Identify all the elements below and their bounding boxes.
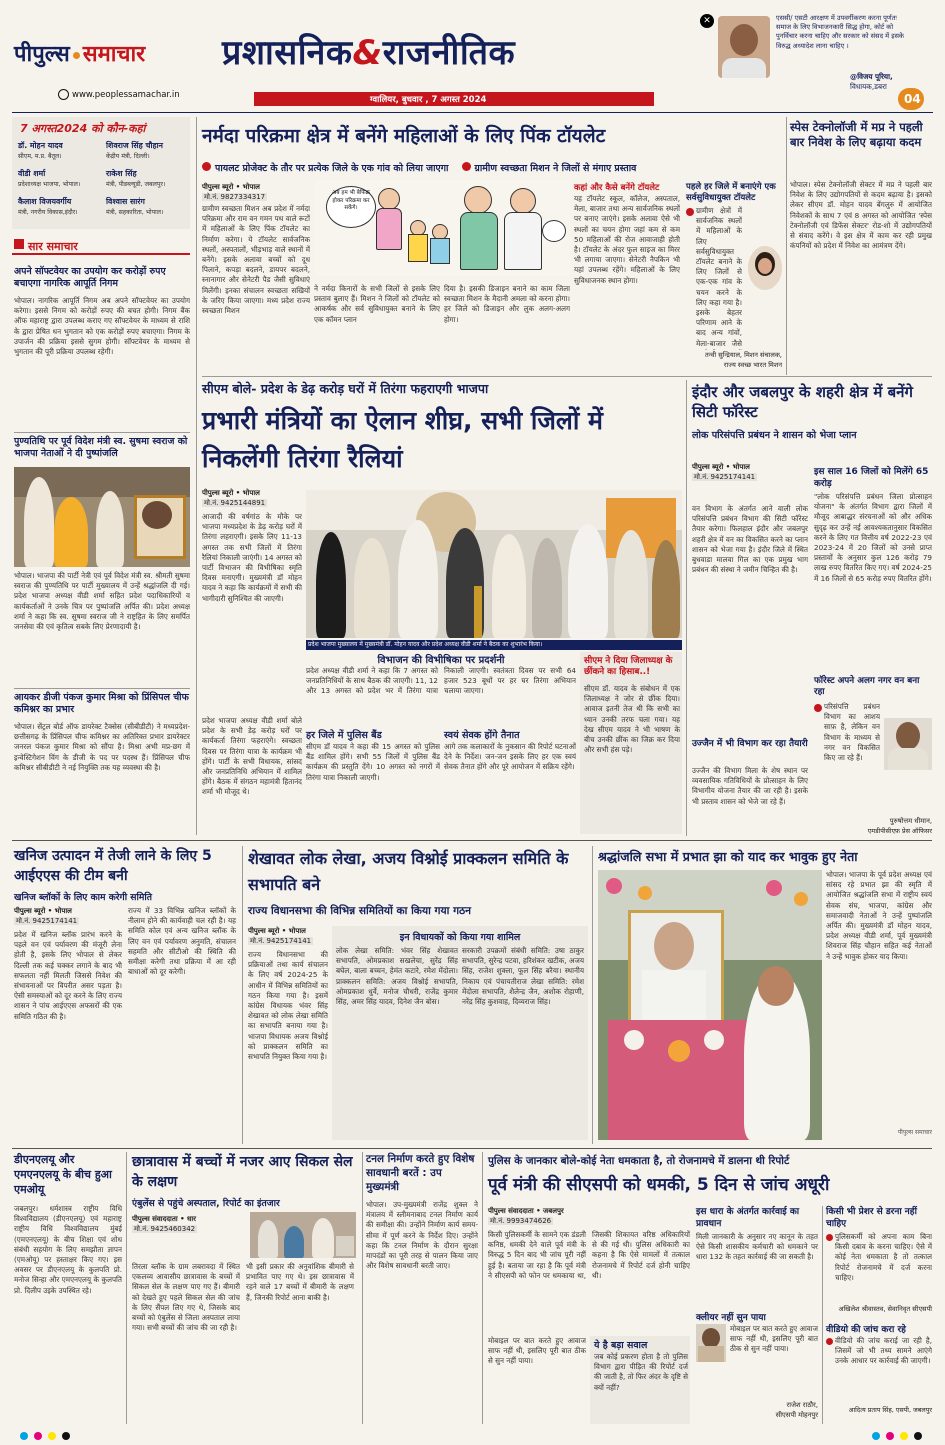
section-title-part-a: प्रशासनिक <box>222 33 353 73</box>
person-name: डॉ. मोहन यादव <box>18 141 63 150</box>
who-where-item-4 <box>106 169 190 188</box>
police-kicker: पुलिस के जानकार बोले-कोई नेता धमकाता है, तो रोजनामचे में डालना थी रिपोर्ट <box>488 1155 790 1167</box>
saar-title: सार समाचार <box>28 240 78 253</box>
saar-body-1: भोपाल। नागरिक आपूर्ति निगम अब अपने सॉफ्टवेयर का उपयोग करेगा। इससे निगम को करोड़ों रुपए की बचत होगी। निगम बैंक ऑफ महाराष्ट्र द्वारा उपलब्ध कराए गए सॉफ्टवेयर के माध्यम से राशि के द्वारा प्रेषित धन भुगतान को एक करोड़ों रुपए बचाएगा। निगम के उपार्जन की प्रक्रिया इससे सुगम होगी। सॉफ्टवेयर के माध्यम से भुगतान की पूरी प्रक्रिया उपलब्ध रहेगी। <box>14 296 190 357</box>
committee-headline[interactable]: शेखावत लोक लेखा, अजय विश्नोई प्राक्कलन समिति के सभापति बने <box>248 849 569 894</box>
video-probe-title[interactable]: वीडियो की जांच करा रहे <box>826 1325 906 1335</box>
forest-quote-role: एमडीपीसीएफ़ प्रेस ऑफिसर <box>867 827 932 835</box>
tunnel-headline[interactable]: टनल निर्माण करते हुए विशेष सावधानी बरतें : उप मुख्यमंत्री <box>366 1153 475 1193</box>
tweet-text: एससी/ एसटी आरक्षण में उपवर्गीकरण करना पूर्णतः समाज के लिए विभाजनकारी सिद्ध होगा, कोर्ट को पुनर्विचार करना चाहिए और सरकार को संसद में इसके विरुद्ध अध्यादेश लाना चाहिए । <box>776 14 904 50</box>
toilet-side-title[interactable]: पहले हर जिले में बनाएंगे एक सर्वसुविधायुक्त टॉयलेट <box>686 182 776 203</box>
cm-sneeze-title[interactable]: सीएम ने दिया जिलाध्यक्ष के छींकने का हिसाब..! <box>584 656 673 677</box>
forest-quote-name: पुरुषोत्तम धीमान, <box>889 817 932 825</box>
toilet-side-body: ग्रामीण क्षेत्रों में सार्वजनिक स्थलों में महिलाओं के लिए सर्वसुविधायुक्त टॉयलेट बनाने के लिए जिलों से एक-एक गांव के चयन करने के लिए कहा गया है। इसके बेहतर परिणाम आने के बाद अन्य गांवों, मेला-बाजार जैसे <box>696 206 742 348</box>
tiranga-body-2: प्रदेश भाजपा अध्यक्ष वीडी शर्मा बोले प्रदेश के सभी डेढ़ करोड़ घरों पर कार्यकर्ता तिरंगा फहराएंगे। स्वच्छता दिवस पर तिरंगा यात्रा के कार्यक्रम भी होंगे। पार्टी के सभी विधायक, सांसद और जनप्रतिनिधि अभियान में शामिल होंगे। बैठक में संगठन महामंत्री हितानंद शर्मा भी मौजूद थे। <box>202 716 302 797</box>
who-where-item-3 <box>18 169 102 188</box>
who-where-item-2 <box>106 141 190 160</box>
police-byline <box>488 1206 608 1226</box>
globe-icon <box>58 89 69 100</box>
volunteer-body: आगे तक कलाकारों के नुकसान की रिपोर्ट घटनाओं देने के निर्देश। जन-जन इसके लिए हर एक स्वयं सेवक तैनात होंगे और पूरे आयोजन में सक्रिय रहेंगे। <box>444 742 576 772</box>
tribute-photo-credit: पीपुल्स समाचार <box>897 1129 932 1136</box>
committee-byline <box>248 926 330 946</box>
ujjain-body: उज्जैन की विभाग मिला के शेष स्थान पर व्यवसायिक गतिविधियों के प्रोत्साहन के लिए विभागीय योजना तैयार की जा रही है। इसके भी प्रस्ताव शासन को भेजे जा रहे हैं। <box>692 766 808 806</box>
who-where-box <box>12 117 190 229</box>
press-bullet-icon <box>826 1234 833 1241</box>
police-quote-name: राजेश राठौर, <box>786 1401 818 1409</box>
tweet-author-photo <box>718 16 770 78</box>
logo-word-left: पीपुल्स <box>14 42 70 67</box>
saval-title[interactable]: ये है बड़ा सवाल <box>594 1340 648 1351</box>
committee-body: राज्य विधानसभा की प्रक्रियाओं तथा कार्य संचालन के लिए वर्ष 2024-25 के आधीन में विभिन्न समितियों का गठन किया गया है। इसमें कांग्रेस विधायक भंवर सिंह शेखावत को लोक लेखा समिति का सभापति बनाया गया है। भाजपा विधायक अजय विश्नोई को प्राक्कलन समिति का सभापति नियुक्त किया गया है। <box>248 950 328 1062</box>
toilet-where-title[interactable]: कहां और कैसे बनेंगे टॉयलेट <box>574 183 660 193</box>
person-detail: सीएम, म.प्र. बैतूल। <box>18 153 62 160</box>
person-detail: प्रदेशाध्यक्ष भाजपा, भोपाल। <box>18 181 81 188</box>
tweet-author-role: विधायक,डबरा <box>850 82 887 91</box>
print-color-marks <box>0 1430 945 1444</box>
tiranga-headline[interactable]: प्रभारी मंत्रियों का ऐलान शीघ्र, सभी जिलों में निकलेंगी तिरंगा रैलियां <box>202 406 603 473</box>
mining-headline[interactable]: खनिज उत्पादन में तेजी लाने के लिए 5 आईएएस की टीम बनी <box>14 848 212 884</box>
mining-body-1: प्रदेश में खनिज ब्लॉक प्रारंभ करने के पहले वन एवं पर्यावरण की मंजूरी लेना होती है, इसके लिए भोपाल से लेकर दिल्ली तक कई चक्कर लगाने के बाद भी सफलता नहीं मिलती जिससे निवेश की संभावनाओं पर विपरीत असर पड़ता है। ऐसी समस्याओं को दूर करने के लिए राज्य शासन ने पांच आईएएस अफसरों की एक समिति गठित की है। <box>14 930 122 1021</box>
not-clear-title[interactable]: क्लीयर नहीं सुन पाया <box>696 1313 766 1323</box>
video-bullet-icon <box>826 1338 833 1345</box>
tiranga-mobile: मो.नं. 9425144891 <box>204 499 266 507</box>
toilet-mobile: मो.नं. 9827334317 <box>204 193 266 201</box>
bullet-icon <box>462 162 471 171</box>
mining-byline <box>14 906 124 926</box>
city-forest-headline[interactable]: इंदौर और जबलपुर के शहरी क्षेत्र में बनेंगे सिटी फॉरेस्ट <box>692 383 913 421</box>
not-clear-body: मोबाइल पर बात करते हुए आवाज साफ नहीं थी, इसलिए पूरी बात ठीक से सुन नहीं पाया। <box>730 1324 818 1354</box>
committee-bureau: पीपुल्स ब्यूरो • भोपाल <box>248 927 306 935</box>
committee-subhead: राज्य विधानसभा की विभिन्न समितियों का किया गया गठन <box>248 905 472 917</box>
who-where-item-6 <box>106 197 190 216</box>
vibhajan-body: प्रदेश अध्यक्ष वीडी शर्मा ने कहा कि 7 अगस्त को जनप्रतिनिधियों के साथ बैठक की जाएगी। 11, 12 और 13 अगस्त को प्रदेश भर में तिरंगा यात्रा निकाली जाएगी। स्वतंत्रता दिवस पर सभी 64 हजार 523 बूथों पर हर घर तिरंगा अभियान चलाया जाएगा। <box>306 666 576 696</box>
website-url: www.peoplessamachar.in <box>72 90 180 100</box>
who-where-item-5 <box>18 197 102 216</box>
sickle-cell-bureau: पीपुल्स संवाददाता • धार <box>132 1215 196 1223</box>
saar-body-2: भोपाल। भाजपा की पार्टी नेत्री एवं पूर्व विदेश मंत्री स्व. श्रीमती सुषमा स्वराज की पुण्यतिथि पर पार्टी मुख्यालय में उन्हें श्रद्धांजलि दी गई। प्रदेश भाजपा अध्यक्ष वीडी शर्मा सहित प्रदेश पदाधिकारियों व कार्यकर्ताओं ने उनके चित्र पर पुष्पांजलि अर्पित की। प्रदेश अध्यक्ष शर्मा ने कहा कि स्व. सुषमा स्वराज जी ने राष्ट्रहित के लिए समर्पित जनसेवा की एवं कृतित्व सबके लिए प्रेरणादायी है। <box>14 571 190 632</box>
saar-title-bar <box>12 235 190 255</box>
tiranga-byline <box>202 488 312 508</box>
person-detail: मंत्री, नगरीय विकास,इंदौर। <box>18 209 78 216</box>
districts-funding-title[interactable]: इस साल 16 जिलों को मिलेंगे 65 करोड़ <box>814 467 929 489</box>
volunteer-title[interactable]: स्वयं सेवक होंगे तैनात <box>444 730 520 741</box>
no-pressure-body: पुलिसकर्मी को अपना काम बिना किसी दबाव के करना चाहिए। ऐसे में कोई नेता धमकाता है तो तत्काल रिपोर्ट रोजनामचे में दर्ज करना चाहिए। <box>835 1232 932 1282</box>
toilet-headline[interactable]: नर्मदा परिक्रमा क्षेत्र में बनेंगे महिलाओं के लिए पिंक टॉयलेट <box>202 125 606 147</box>
sickle-cell-headline[interactable]: छात्रावास में बच्चों में नजर आए सिकल सेल के लक्षण <box>132 1154 353 1190</box>
ujjain-subhead[interactable]: उज्जैन में भी विभाग कर रहा तैयारी <box>692 739 808 749</box>
sickle-cell-subhead: एंबुलेंस से पहुंचे अस्पताल, रिपोर्ट का इंतजार <box>132 1198 280 1209</box>
cartoon-speech-bubble: अब हम भी बेफिक्र होकर परिक्रमा कर सकेंगे। <box>332 190 370 211</box>
cm-sneeze-body: सीएम डॉ. यादव के संबोधन में एक जिलाध्यक्ष ने जोर से छींक दिया। आवाज इतनी तेज थी कि सभी का ध्यान उनकी तरफ चला गया। यह देख सीएम यादव ने भी भाषण के बीच उनकी छींक का जिक्र कर दिया और सभी हंस पड़े। <box>584 684 680 755</box>
section-title-amp: & <box>352 33 383 73</box>
police-quote-role: सीएसपी मोहनपुर <box>775 1411 818 1419</box>
city-forest-byline <box>692 462 802 482</box>
toilet-bureau: पीपुल्स ब्यूरो • भोपाल <box>202 183 260 191</box>
no-pressure-title[interactable]: किसी भी प्रेशर से डरना नहीं चाहिए <box>826 1207 917 1229</box>
sickle-cell-mobile: मो.नं. 9425460342 <box>134 1225 196 1233</box>
districts-funding-body: "लोक परिसंपत्ति प्रबंधन जिला प्रोत्साहन योजना" के अंतर्गत विभाग द्वारा जिलों में मौजूद आबाद्धर संरचनाओं को और अधिक सुदृढ़ कर उन्हें नई आवश्यकतानुसार विकसित करने के लिए गत वित्तीय वर्ष 2022-23 एवं 2023-24 में 20 जिलों को उनसे प्राप्त प्रस्तावों के अनुसार कुल 126 करोड़ 79 लाख रुपए वितरित किए गए। वर्ष 2024-25 में 16 जिलों से 65 करोड़ रुपए वितरित होंगे। <box>814 492 932 583</box>
committee-mobile: मो.नं. 9425174141 <box>250 937 312 945</box>
tanvi-sundriyal-photo <box>748 246 782 290</box>
mou-headline[interactable]: डीएनएलयू और एमएनएलयू के बीच हुआ एमओयू <box>14 1153 112 1196</box>
toilet-sub-2: ग्रामीण स्वच्छता मिशन ने जिलों से मंगाए प्रस्ताव <box>474 163 637 174</box>
saar-body-3: भोपाल। सेंट्रल बोर्ड ऑफ डायरेक्ट टैक्सेस (सीबीडीटी) ने मध्यप्रदेश-छत्तीसगढ़ के प्रिंसिपल चीफ कमिश्नर का अतिरिक्त प्रभार डायरेक्टर जनरल पंकज कुमार मिश्रा को सौंपा है। मिश्रा अभी मप्र-छग में इन्वेस्टिगेशन विंग के डीजी के पद पर पदस्थ हैं। प्रिंसिपल चीफ कमिश्नर सीबीडीटी ने नई नियुक्ति तक यह व्यवस्था की है। <box>14 722 190 772</box>
forest-own-city-title[interactable]: फॉरेस्ट अपने अलग नगर वन बना रहा <box>814 676 920 697</box>
masthead <box>0 0 945 112</box>
person-name: वीडी शर्मा <box>18 169 46 178</box>
space-body: भोपाल। स्पेस टेक्नोलॉजी सेक्टर में मप्र ने पहली बार निवेश के लिए उद्योगपतियों से कदम बढ़ाया है। इसको लेकर सीएम डॉ. मोहन यादव बेंगलुरु में आयोजित निवेशकों के साथ 7 एवं 8 अगस्त को आयोजित 'स्पेस टेक्नोलॉजी एवं डिफेंस सेक्टर' रोड-शो में उद्योगपतियों से संवाद करेंगे। वे इस क्षेत्र में काम कर रही प्रमुख कंपनियों को प्रदेश में निवेश का आमंत्रण देंगे। <box>790 180 932 251</box>
rajesh-rathore-photo <box>696 1324 726 1362</box>
police-body: किसी पुलिसकर्मी के सामने एक डंडली कनिष्ठ, धमकी देने वाले पूर्व मंत्री के विरुद्ध 5 दिन बाद भी जांच पूरी नहीं हुई है। बताया जा रहा है कि पूर्व मंत्री ने सीएसपी को फोन पर धमकाया था, जिसकी शिकायत वरिष्ठ अधिकारियों से की गई थी। पुलिस अधिकारी का कहना है कि ऐसे मामलों में तत्काल रोजनामचे में रिपोर्ट दर्ज होनी चाहिए थी। <box>488 1230 690 1280</box>
forest-own-city-body: परिसंपत्ति प्रबंधन विभाग का आशय साफ़ है, लेकिन वन विभाग के माध्यम से नगर वन विकसित किए जा रहे हैं। <box>824 702 880 763</box>
members-list-1: लोक लेखा समिति: भंवर सिंह शेखावत सभापति, ओमप्रकाश सखलेचा, सुरेंद्र सिंह बघेल, बाला बच्चन, हेमंत कटारे, रमेश मेंदोला। प्राक्कलन समिति: अजय विश्नोई सभापति, ओमप्रकाश धुर्वे, मनोज चौधरी, राजेंद्र कुमार सिंह, अमर सिंह यादव, दिनेश जैन बोस। <box>336 946 458 1007</box>
pink-toilet-cartoon <box>314 180 570 276</box>
video-probe-body: वीडियो की जांच कराई जा रही है, जिसमें जो भी तथ्य सामने आएंगे उनके आधार पर कार्रवाई की जाएगी। <box>835 1336 932 1366</box>
toilet-body-2: ने नर्मदा किनारों के सभी जिलों से इसके लिए प्रस्ताव बुलाए हैं। मिशन ने जिलों को टॉयलेट को आकर्षक और सर्व सुविधायुक्त बनाने के लिए एक कॉमन प्लान <box>314 284 440 324</box>
toilet-byline <box>202 182 312 202</box>
toilet-sub-1: पायलट प्रोजेक्ट के तौर पर प्रत्येक जिले के एक गांव को लिया जाएगा <box>215 163 449 174</box>
police-bureau: पीपुल्स संवाददाता • जबलपुर <box>488 1207 564 1215</box>
city-forest-bureau: पीपुल्स ब्यूरो • भोपाल <box>692 463 750 471</box>
police-headline[interactable]: पूर्व मंत्री की सीएसपी को धमकी, 5 दिन से जांच अधूरी <box>488 1175 830 1195</box>
video-probe-quote: आदित्य प्रताप सिंह, एसपी, जबलपुर <box>848 1406 932 1414</box>
who-where-title: 7 अगस्त2024 को कौन-कहां <box>20 122 146 135</box>
x-logo-icon: ✕ <box>700 14 714 28</box>
no-pressure-quote: अखिलेश श्रीवास्तव, सेवानिवृत सीएसपी <box>838 1305 932 1313</box>
police-band-title[interactable]: हर जिले में पुलिस बैंड <box>306 730 382 741</box>
page-number: 04 <box>904 92 921 106</box>
saar-headline-2[interactable]: पुण्यतिथि पर पूर्व विदेश मंत्री स्व. सुषमा स्वराज को भाजपा नेताओं ने दी पुष्पांजलि <box>14 436 188 459</box>
mou-body: जबलपुर। धर्मशास्त्र राष्ट्रीय विधि विश्वविद्यालय (डीएनएलयू) एवं महाराष्ट्र राष्ट्रीय विधि विश्वविद्यालय मुंबई (एमएनएलयू) के बीच शिक्षा एवं शोध संबंधी सहयोग के लिए समझौता ज्ञापन (एमओयू) पर हस्ताक्षर किए गए। इस अवसर पर डीएनएलयू के कुलपति प्रो. मनोज सिन्हा और एमएनएलयू के कुलपति प्रो. दिलीप उइके उपस्थित रहे। <box>14 1204 122 1295</box>
sushma-tribute-photo <box>14 467 190 567</box>
mining-mobile: मो.नं. 9425174141 <box>16 917 78 925</box>
tiranga-photo-caption: प्रदेश भाजपा मुख्यालय में मुख्यमंत्री डॉ. मोहन यादव और प्रदेश अध्यक्ष वीडी शर्मा ने बैठक का शुभारंभ किया। <box>306 640 682 650</box>
toilet-subheads <box>202 156 780 172</box>
toilet-quote-role: राज्य स्वच्छ भारत मिशन <box>723 361 782 369</box>
members-list-2: सरकारी उपक्रमों संबंधी समिति: उषा ठाकुर सभापति, सुरेन्द्र पटवा, हरिशंकर खटीक, अजय सिंह, राजेश शुक्ला, फूल सिंह बरैया। स्थानीय निकाय एवं पंचायतीराज लेखा समिति: रमेश मेंदोला सभापति, शैलेन्द्र जैन, अशोक रोहाणी, नरेंद्र सिंह कुशवाह, दिव्यराज सिंह। <box>462 946 584 1007</box>
saar-headline-1[interactable]: अपने सॉफ्टवेयर का उपयोग कर करोड़ों रुपए बचाएगा नागरिक आपूर्ति निगम <box>14 266 166 289</box>
bullet-icon <box>202 162 211 171</box>
prabhat-jha-tribute-photo <box>598 870 822 1140</box>
person-detail: मंत्री, सहकारिता, भोपाल। <box>106 209 164 216</box>
logo-word-right: समाचार <box>82 42 146 67</box>
section-title-part-b: राजनीतिक <box>382 33 516 73</box>
toilet-body-3: दिया है। इसकी डिजाइन बनाने का काम जिला स्वच्छता मिशन के मैदानी अमला को करना होगा। हर जिले को डिजाइन और लुक अलग-अलग होगा। <box>444 284 570 324</box>
dateline-text: ग्वालियर, बुधवार , 7 अगस्त 2024 <box>370 95 487 105</box>
police-body-continued <box>488 1336 586 1422</box>
tiranga-body-1: आजादी की वर्षगांठ के मौके पर भाजपा मध्यप्रदेश के डेढ़ करोड़ घरों में तिरंगा लहराएगी। इसके लिए 11-13 अगस्त तक सभी जिलों में तिरंगा रैलियां निकाली जाएंगी। 14 अगस्त को पार्टी विभाजन की विभीषिका स्मृति दिवस मनाएगी। मुख्यमंत्री डॉ मोहन यादव ने कहा कि कार्यक्रमों में सभी की भागीदारी सुनिश्चित की जाएगी। <box>202 512 302 603</box>
section-title <box>222 28 515 74</box>
toilet-where-body: यह टॉयलेट स्कूल, कॉलेज, अस्पताल, मेला, बाजार तथा अन्य सार्वजनिक स्थलों पर बनाए जाएंगे। इसके अलावा ऐसे भी स्थलों का चयन होगा जहां कम से कम 50 महिलाओं की रोज आवाजाही होती है। टॉयलेट के अंदर फुल साइज का मिरर भी लगाया जाएगा। सेनेटरी नैपकिन भी यहां उपलब्ध रहेंगे। महिलाओं के लिए सुविधाजनक स्थान होगा। <box>574 194 680 285</box>
city-forest-subhead: लोक परिसंपत्ति प्रबंधन ने शासन को भेजा प्लान <box>692 430 857 441</box>
newspaper-logo[interactable] <box>14 38 145 68</box>
city-forest-body-1: वन विभाग के अंतर्गत आने वाली लोक परिसंपत्ति प्रबंधन विभाग की सिटी फॉरेस्ट तैयार करेगा। फिलहाल इंदौर और जबलपुर शहरी क्षेत्र में वन का विकसित करने का प्लान शासन को भेजा गया है। इंदौर जिले में स्थित बुधवाडा मालवा गिल का एक प्रमुख भाग प्रबंधन की संस्था ने जमीन चिन्हित की है। <box>692 504 808 575</box>
website-row[interactable] <box>58 89 180 100</box>
tribute-headline[interactable]: श्रद्धांजलि सभा में प्रभात झा को याद कर भावुक हुए नेता <box>598 849 858 864</box>
tweet-box <box>700 14 912 96</box>
tiranga-kicker: सीएम बोले- प्रदेश के डेढ़ करोड़ घरों में तिरंगा फहराएगी भाजपा <box>202 381 489 396</box>
mining-subhead: खनिज ब्लॉकों के लिए काम करेगी समिति <box>14 892 152 903</box>
section-provision-body: मिली जानकारी के अनुसार नए कानून के तहत ऐसे किसी शासकीय कर्मचारी को धमकाने पर धारा 132 के तहत कार्रवाई की जा सकती है। <box>696 1232 818 1262</box>
police-band-body: सीएम डॉ यादव ने कहा की 15 अगस्त को पुलिस बैंड शामिल होंगे। सभी 55 जिलों में पुलिस बैंड कार्यक्रम की प्रस्तुति देंगे। 10 अगस्त को नगरों में तिरंगा यात्रा निकाली जाएगी। <box>306 742 440 782</box>
person-name: कैलाश विजयवर्गीय <box>18 197 72 206</box>
section-provision-title[interactable]: इस धारा के अंतर्गत कार्रवाई का प्रावधान <box>696 1207 800 1229</box>
sickle-cell-body-1: तिरला ब्लॉक के ग्राम लबरावदा में स्थित एकलव्य आवासीय छात्रावास के बच्चों में सिकल सेल के लक्षण पाए गए हैं। बीमारी को देखते हुए पहले सिकल सेल की जांच के लिए सैंपल लिए गए थे, जिसके बाद बच्चों को एंबुलेंस से जिला अस्पताल लाया गया। सभी बच्चों की जांच की जा रही है। <box>132 1262 240 1333</box>
toilet-quote-name: तन्वी सुन्द्रियाल, मिशन संचालक, <box>705 351 782 359</box>
toilet-body-1: ग्रामीण स्वच्छता मिशन अब प्रदेश में नर्मदा परिक्रमा और राम वन गमन पथ वाले रूटों में महिलाओं के लिए पिंक टॉयलेट का निर्माण करेगा। ये टॉयलेट सार्वजनिक स्थलों, अस्पतालों, भीड़भाड़ वाले स्थानों में बनेंगे। इसके अलावा बच्चों को दूध पिलाने, कपड़ा बदलने, डायपर बदलने, स्नानागार और सेनेटरी पैड जैसी सुविधाएं मिलेंगी। इनका संचालन स्वच्छता सखियों के जरिए किया जाएगा। मध्य प्रदेश राज्य स्वच्छता मिशन <box>202 204 310 316</box>
forest-bullet-icon <box>814 704 822 712</box>
sickle-cell-body-2: भी इसी प्रकार की अनुवांशिक बीमारी से प्रभावित पाए गए थे। इस छात्रावास में रहने वाले 17 बच्चों में बीमारी के लक्षण हैं, जिनकी रिपोर्ट आना बाकी है। <box>246 1262 354 1302</box>
city-forest-mobile: मो.नं. 9425174141 <box>694 473 756 481</box>
members-title[interactable]: इन विधायकों को किया गया शामिल <box>399 932 521 943</box>
bjp-meeting-photo <box>306 490 682 638</box>
who-where-item-1 <box>18 141 102 160</box>
police-clear-body-copy: मोबाइल पर बात करते हुए आवाज साफ नहीं थी, इसलिए पूरी बात ठीक से सुन नहीं पाया। <box>488 1336 586 1366</box>
person-name: राकेश सिंह <box>106 169 137 178</box>
person-detail: मंत्री, पीडब्ल्यूडी, जबलपुर। <box>106 181 166 188</box>
tribute-body: भोपाल। भाजपा के पूर्व प्रदेश अध्यक्ष एवं सांसद रहे प्रभात झा की स्मृति में आयोजित श्रद्धांजलि सभा में राष्ट्रीय स्वयं सेवक संघ, भाजपा, कांग्रेस और समाजवादी नेताओं ने उन्हें पुष्पांजलि अर्पित की। मुख्यमंत्री डॉ मोहन यादव, प्रदेश अध्यक्ष वीडी शर्मा, पूर्व मुख्यमंत्री शिवराज सिंह चौहान सहित कई नेताओं ने उन्हें भावुक होकर याद किया। <box>826 870 932 961</box>
logo-dot-icon <box>73 52 80 59</box>
person-name: शिवराज सिंह चौहान <box>106 141 163 150</box>
person-detail: केंद्रीय मंत्री, दिल्ली। <box>106 153 150 160</box>
saar-bullet-icon <box>14 239 24 249</box>
sickle-cell-byline <box>132 1214 242 1234</box>
vibhajan-title[interactable]: विभाजन की विभीषिका पर प्रदर्शनी <box>377 655 505 666</box>
tunnel-body: भोपाल। उप-मुख्यमंत्री राजेंद्र शुक्ल ने मंत्रालय में स्लीमनाबाद टनल निर्माण कार्य की समीक्षा की। उन्होंने निर्माण कार्य समय-सीमा में पूर्ण करने के निर्देश दिए। उन्होंने कहा कि टनल निर्माण के दौरान सुरक्षा मापदंडों का पूरी तरह से पालन किया जाए और विशेष सावधानी बरती जाए। <box>366 1200 478 1271</box>
tweet-author: @विजय पूरिया, <box>850 72 893 81</box>
hostel-children-photo <box>250 1212 356 1258</box>
tiranga-bureau: पीपुल्स ब्यूरो • भोपाल <box>202 489 260 497</box>
person-name: विश्वास सारंग <box>106 197 145 206</box>
saar-headline-3[interactable]: आयकर डीजी पंकज कुमार मिश्रा को प्रिंसिपल चीफ कमिश्नर का प्रभार <box>14 692 189 715</box>
mining-body-2: राज्य में 33 विभिन्न खनिज ब्लॉकों के नीलाम होने की कार्यवाही चल रही है। यह समिति कोल एवं अन्य खनिज ब्लॉक के लिए वन एवं पर्यावरण अनुमति, संचालन सहमति और सीटीओ की स्थिति की समीक्षा करेगी तथा प्रक्रिया में आ रही बाधाओं को दूर करेगी। <box>128 906 236 977</box>
mining-bureau: पीपुल्स ब्यूरो • भोपाल <box>14 907 72 915</box>
purushottam-dhiman-photo <box>884 718 932 770</box>
space-headline[interactable]: स्पेस टेक्नोलॉजी में मप्र ने पहली बार निवेश के लिए बढ़ाया कदम <box>790 120 923 149</box>
police-mobile: मो.नं. 9993474626 <box>490 1217 552 1225</box>
saval-body: जब कोई प्रकरण होता है तो पुलिस विभाग द्वारा पीड़ित की रिपोर्ट दर्ज की जाती है, तो फिर अंदर के दृष्टि से क्यों नहीं? <box>594 1352 688 1392</box>
